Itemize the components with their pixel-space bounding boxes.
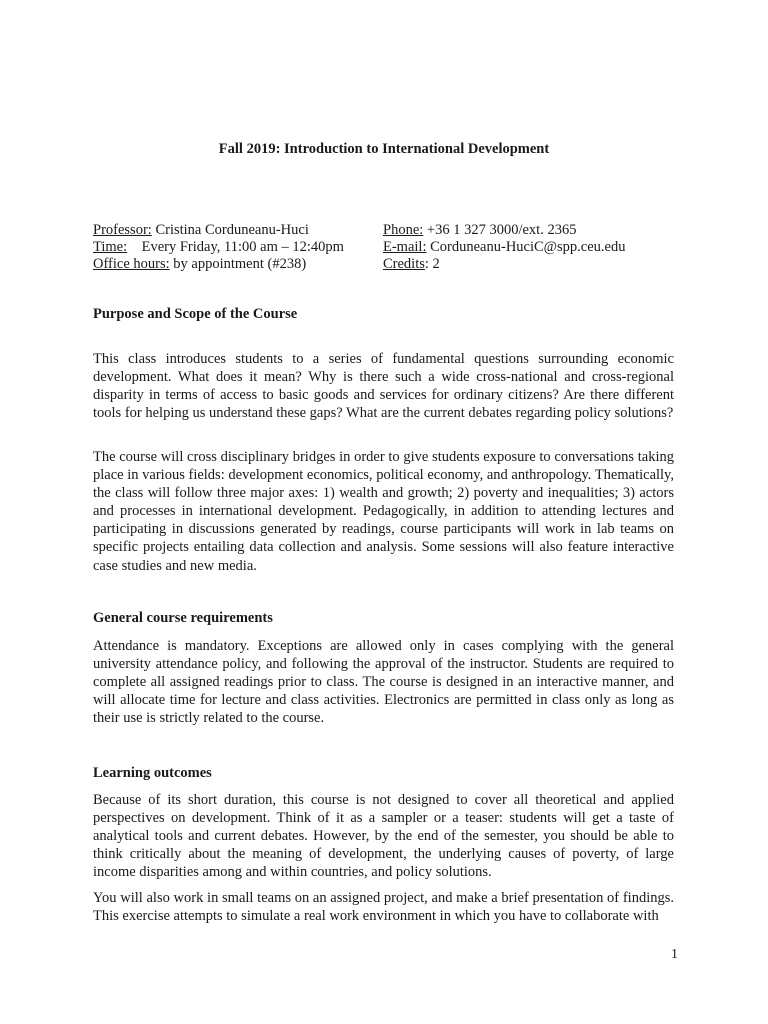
credits-value: : 2 [424, 256, 440, 272]
email-label: E-mail: [383, 239, 427, 255]
office-hours-value: by appointment (#238) [169, 256, 307, 272]
office-hours-label: Office hours: [93, 256, 170, 272]
course-info-left [93, 222, 383, 273]
outcomes-paragraph-2: You will also work in small teams on an assigned project, and make a brief presentation of findings. This exercise attempts to simulate a real work environment in which you have to collaborate with [93, 890, 674, 925]
credits-row [383, 256, 683, 273]
requirements-heading: General course requirements [93, 610, 273, 626]
time-row [93, 239, 383, 256]
purpose-paragraph-2: The course will cross disciplinary bridges in order to give students exposure to conversations taking place in various fields: development economics, political economy, and anthropology. Thematically, the class will follow three major axes: 1) wealth and growth; 2) poverty and inequalities; 3) actors and processes in international development. Pedagogically, in addition to attending lectures and participating in discussions generated by readings, course participants will work in lab teams on specific projects entailing data collection and analysis. Some sessions will also feature interactive case studies and new media. [93, 449, 674, 574]
course-info-right [383, 222, 683, 273]
phone-value: +36 1 327 3000/ext. 2365 [423, 222, 577, 238]
credits-label: Credits [383, 256, 425, 272]
email-value: Corduneanu-HuciC@spp.ceu.edu [426, 239, 626, 255]
outcomes-paragraph-1: Because of its short duration, this course is not designed to cover all theoretical and applied perspectives on development. Think of it as a sampler or a teaser: students will get a taste of analytical tools and current debates. However, by the end of the semester, you should be able to think critically about the meaning of development, the underlying causes of poverty, of large income disparities among and within countries, and policy solutions. [93, 792, 674, 881]
time-label: Time: [93, 239, 128, 255]
professor-value: Cristina Corduneanu-Huci [151, 222, 309, 238]
time-value: Every Friday, 11:00 am – 12:40pm [127, 239, 344, 255]
requirements-paragraph: Attendance is mandatory. Exceptions are allowed only in cases complying with the general university attendance policy, and following the approval of the instructor. Students are required to complete all assigned readings prior to class. The course is designed in an interactive manner, and will allocate time for lecture and class activities. Electronics are permitted in class only as long as their use is strictly related to the course. [93, 638, 674, 727]
page-number: 1 [671, 947, 678, 962]
document-title: Fall 2019: Introduction to International Development [218, 141, 550, 157]
office-hours-row [93, 256, 383, 273]
professor-label: Professor: [93, 222, 152, 238]
phone-label: Phone: [383, 222, 424, 238]
outcomes-heading: Learning outcomes [93, 765, 212, 781]
email-row [383, 239, 683, 256]
purpose-paragraph-1: This class introduces students to a series of fundamental questions surrounding economic development. What does it mean? Why is there such a wide cross-national and cross-regional disparity in terms of access to basic goods and services for ordinary citizens? Are there different tools for helping us understand these gaps? What are the current debates regarding policy solutions? [93, 351, 674, 422]
professor-row [93, 222, 383, 239]
purpose-heading: Purpose and Scope of the Course [93, 306, 298, 322]
phone-row [383, 222, 683, 239]
